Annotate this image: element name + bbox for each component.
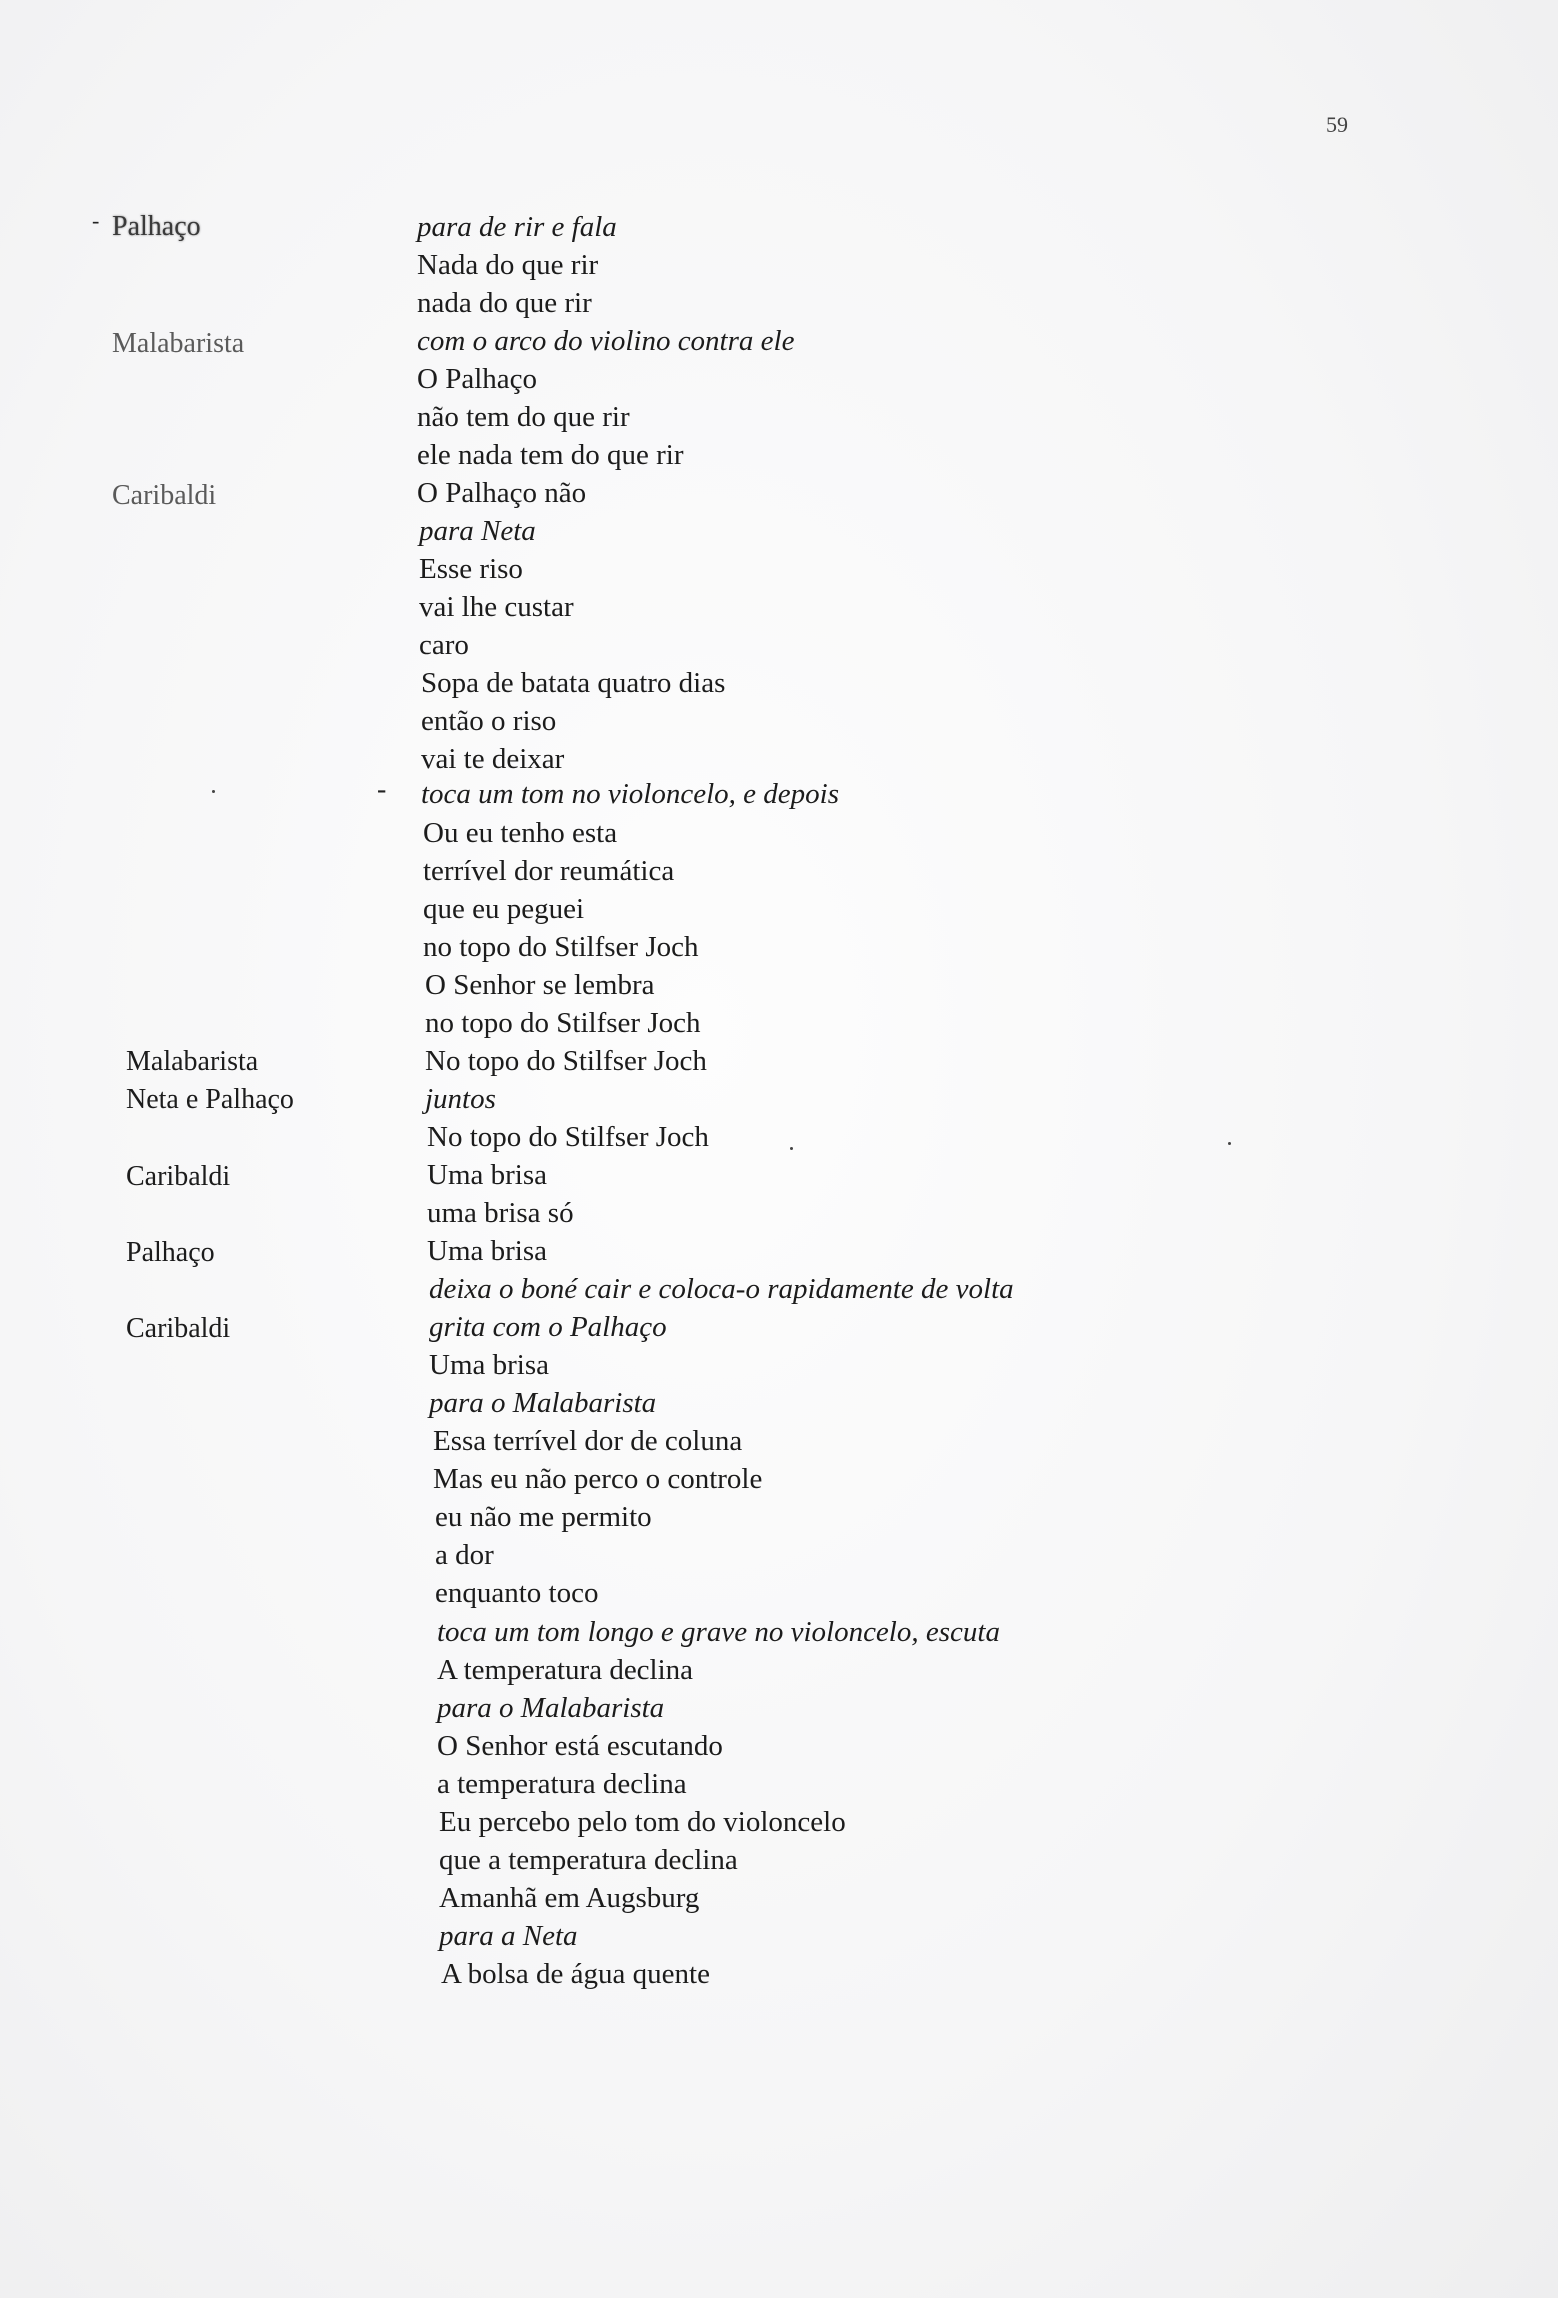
dialogue-line: no topo do Stilfser Joch <box>423 931 699 963</box>
dialogue-line: vai te deixar <box>421 743 565 775</box>
dialogue-line: Eu percebo pelo tom do violoncelo <box>439 1806 846 1838</box>
dialogue-line: Ou eu tenho esta <box>423 817 618 849</box>
dialogue-line: nada do que rir <box>417 287 592 319</box>
dialogue-line: O Palhaço <box>417 363 537 395</box>
dialogue-line: para o Malabarista <box>437 1692 665 1724</box>
dialogue-line: Uma brisa <box>429 1349 549 1381</box>
dialogue-line: O Palhaço não <box>417 477 587 509</box>
speaker-caribaldi: Caribaldi <box>112 480 217 511</box>
page-number: 59 <box>1326 112 1348 137</box>
dialogue-line: que eu peguei <box>423 893 585 925</box>
dialogue-line: enquanto toco <box>435 1577 599 1609</box>
speaker-malabarista-2: Malabarista <box>126 1046 259 1077</box>
dialogue-line: para a Neta <box>439 1920 578 1952</box>
speaker-neta-e-palhaco: Neta e Palhaço <box>126 1084 294 1115</box>
dialogue-line: vai lhe custar <box>419 591 574 623</box>
dialogue-line: O Senhor está escutando <box>437 1730 723 1762</box>
dialogue-line: Uma brisa <box>427 1235 547 1267</box>
speck <box>212 790 215 793</box>
dialogue-line: para de rir e fala <box>417 211 617 243</box>
dialogue-line: toca um tom no violoncelo, e depois <box>421 778 839 810</box>
dialogue-line: grita com o Palhaço <box>429 1311 667 1343</box>
dialogue-line: Mas eu não perco o controle <box>433 1463 763 1495</box>
dialogue-line: No topo do Stilfser Joch <box>425 1045 707 1077</box>
speaker-malabarista: Malabarista <box>112 328 245 359</box>
dialogue-line: eu não me permito <box>435 1501 652 1533</box>
speaker-palhaco: Palhaço <box>112 211 201 242</box>
dialogue-line: Esse riso <box>419 553 523 585</box>
dialogue-line: então o riso <box>421 705 557 737</box>
dialogue-line: a dor <box>435 1539 494 1571</box>
dialogue-line: Essa terrível dor de coluna <box>433 1425 743 1457</box>
dialogue-line: a temperatura declina <box>437 1768 687 1800</box>
dialogue-line: juntos <box>425 1083 496 1115</box>
dash-mark: - <box>377 774 387 805</box>
speaker-palhaco-2: Palhaço <box>126 1237 215 1268</box>
dialogue-line: No topo do Stilfser Joch <box>427 1121 709 1153</box>
dialogue-line: Nada do que rir <box>417 249 599 281</box>
dash-mark-left: - <box>92 208 100 233</box>
dialogue-line: Sopa de batata quatro dias <box>421 667 726 699</box>
dialogue-line: toca um tom longo e grave no violoncelo, escuta <box>437 1616 1000 1648</box>
dialogue-line: deixa o boné cair e coloca-o rapidamente de volta <box>429 1273 1014 1305</box>
speck <box>1228 1142 1231 1145</box>
dialogue-line: Amanhã em Augsburg <box>439 1882 700 1914</box>
dialogue-line: uma brisa só <box>427 1197 574 1229</box>
dialogue-line: terrível dor reumática <box>423 855 675 887</box>
speaker-caribaldi-2: Caribaldi <box>126 1161 231 1192</box>
dialogue-line: para Neta <box>419 515 536 547</box>
dialogue-line: no topo do Stilfser Joch <box>425 1007 701 1039</box>
dialogue-line: para o Malabarista <box>429 1387 657 1419</box>
dialogue-line: não tem do que rir <box>417 401 630 433</box>
speaker-caribaldi-3: Caribaldi <box>126 1313 231 1344</box>
dialogue-line: ele nada tem do que rir <box>417 439 684 471</box>
dialogue-line: O Senhor se lembra <box>425 969 655 1001</box>
speck <box>790 1147 793 1150</box>
dialogue-line: A temperatura declina <box>437 1654 694 1686</box>
dialogue-line: Uma brisa <box>427 1159 547 1191</box>
dialogue-line: que a temperatura declina <box>439 1844 738 1876</box>
dialogue-line: com o arco do violino contra ele <box>417 325 795 357</box>
dialogue-line: caro <box>419 629 469 661</box>
dialogue-line: A bolsa de água quente <box>441 1958 710 1990</box>
